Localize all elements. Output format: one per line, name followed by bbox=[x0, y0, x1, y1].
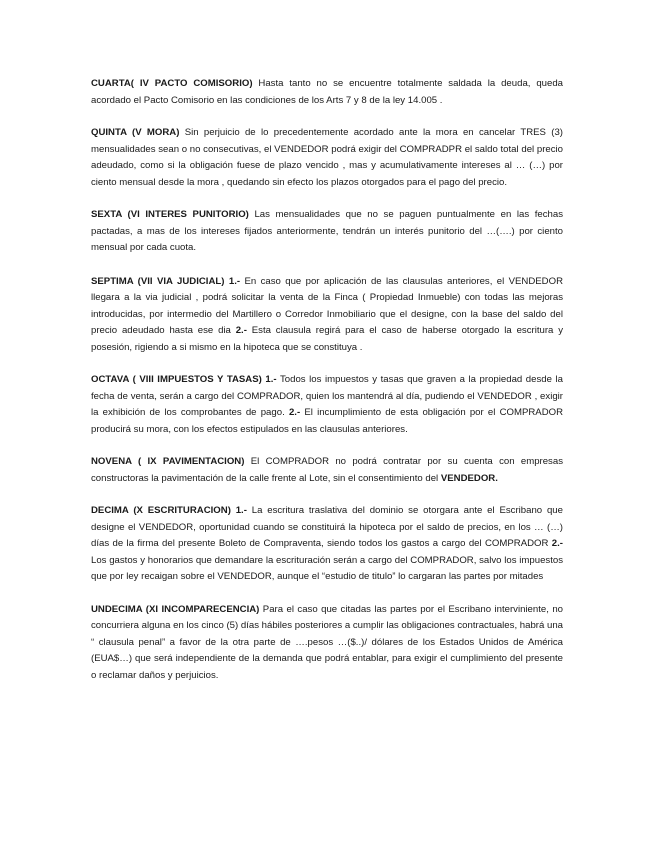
clause-quinta bbox=[91, 125, 563, 191]
clause-septima bbox=[91, 274, 563, 357]
clause-heading: UNDECIMA (XI INCOMPARECENCIA) bbox=[91, 603, 260, 615]
clause-text: Sin perjuicio de lo precedentemente acordado ante la mora en cancelar TRES (3) mensualidades sean o no consecutivas, el VENDEDOR podrá exigir del COMPRADPR el saldo total del precio adeudado, como si la obligación fuese de plazo vencido , mas y acumulativamente intereses al … (…) por ciento mensual desde la mora , quedando sin efecto los plazos otorgados para el pago del precio. bbox=[91, 127, 563, 188]
clause-text: El COMPRADOR no podrá contratar por su cuenta con empresas constructoras la pavimentación de la calle frente al Lote, sin el consentimiento del bbox=[91, 456, 563, 484]
clause-heading: OCTAVA ( VIII IMPUESTOS Y TASAS) bbox=[91, 374, 262, 385]
clause-octava bbox=[91, 372, 563, 438]
clause-text: Los gastos y honorarios que demandare la escrituración serán a cargo del COMPRADOR, salvo los impuestos que por ley recaigan sobre el VENDEDOR, aunque el “estudio de titulo” lo cargaran las partes por mitades bbox=[91, 554, 563, 582]
clause-heading: SEXTA (VI INTERES PUNITORIO) bbox=[91, 209, 249, 220]
clause-heading: NOVENA ( IX PAVIMENTACION) bbox=[91, 456, 245, 467]
clause-text: En caso que por aplicación de las clausulas anteriores, el VENDEDOR llegara a la via judicial , podrá solicitar la venta de la Finca ( Propiedad Inmueble) con todas las mejoras introducidas, por intermedio del Martillero o Corredor Inmobiliario que el designe, con la base del saldo del precio adeudado hasta ese dia bbox=[91, 275, 563, 336]
item-number: 1.- bbox=[230, 505, 247, 516]
item-number: 2.- bbox=[235, 325, 247, 336]
item-number: 2.- bbox=[551, 538, 563, 549]
clause-text: Todos los impuestos y tasas que graven a la propiedad desde la fecha de venta, serán a cargo del COMPRADOR, quien los mantendrá al día, pudiendo el VENDEDOR , exigir la exhibición de los comprobantes de pago. bbox=[91, 374, 563, 418]
clause-sexta bbox=[91, 207, 563, 257]
clause-cuarta bbox=[91, 76, 563, 109]
item-number: 2.- bbox=[288, 407, 301, 418]
clause-text: Hasta tanto no se encuentre totalmente saldada la deuda, queda acordado el Pacto Comisorio en las condiciones de los Arts 7 y 8 de la ley 14.005 . bbox=[91, 78, 563, 106]
clause-text: Para el caso que citadas las partes por el Escribano interviniente, no concurriera alguna en los cinco (5) días hábiles posteriores a cumplir las obligaciones contractuales, habrá una “ clausula penal” a favor de la otra parte de ….pesos …($..)/ dólares de los Estados Unidos de América (EUA$…) que será independiente de la demanda que podrá entablar, para exigir el cumplimiento del presente o reclamar daños y perjuicios. bbox=[91, 603, 563, 681]
clause-decima bbox=[91, 503, 563, 586]
clause-text: Esta clausula regirá para el caso de haberse otorgado la escritura y posesión, rigiendo a si mismo en la hipoteca que se constituya . bbox=[91, 325, 564, 353]
clause-heading: QUINTA (V MORA) bbox=[91, 127, 180, 138]
clause-novena bbox=[91, 454, 563, 487]
clause-heading: SEPTIMA (VII VIA JUDICIAL) bbox=[91, 275, 225, 287]
clause-text: El incumplimiento de esta obligación por el COMPRADOR producirá su mora, con los efectos estipulados en las clausulas anteriores. bbox=[91, 407, 564, 435]
clause-undecima bbox=[91, 602, 563, 685]
clause-text: Las mensualidades que no se paguen puntualmente en las fechas pactadas, a mas de los intereses fijados anteriormente, tendrán un interés punitorio del …(….) por ciento mensual por cada cuota. bbox=[91, 209, 563, 253]
item-number: 1.- bbox=[224, 275, 241, 287]
clause-text: La escritura traslativa del dominio se otorgara ante el Escribano que designe el VENDEDOR, oportunidad cuando se constituirá la hipoteca por el saldo de precios, en los … (…) días de la firma del presente Boleto de Compraventa, siendo todos los gastos a cargo del COMPRADOR bbox=[91, 505, 563, 549]
clause-heading: CUARTA( IV PACTO COMISORIO) bbox=[91, 78, 253, 89]
clause-text-bold: VENDEDOR. bbox=[440, 472, 498, 484]
item-number: 1.- bbox=[261, 374, 277, 385]
clause-heading: DECIMA (X ESCRITURACION) bbox=[91, 505, 231, 516]
